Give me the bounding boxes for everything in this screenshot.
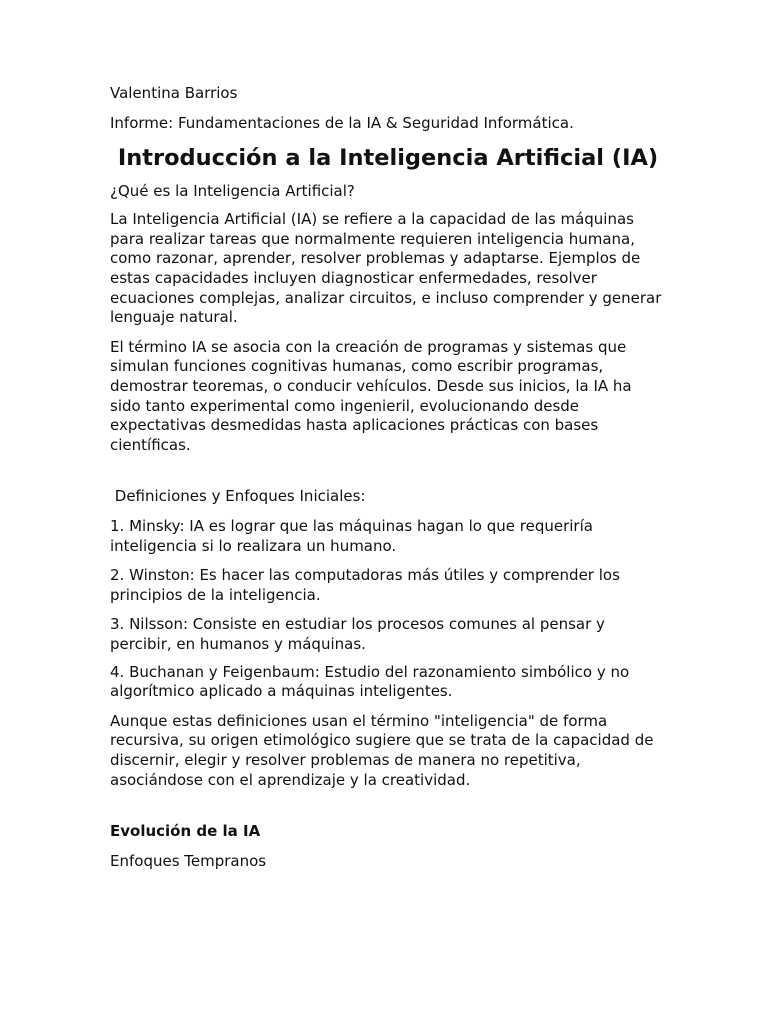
definition-item-winston: 2. Winston: Es hacer las computadoras más útiles y comprender los principios de la inteligencia. xyxy=(110,566,620,604)
paragraph-definition: La Inteligencia Artificial (IA) se refiere a la capacidad de las máquinas para realizar tareas que normalmente requieren inteligencia humana, como razonar, aprender, resolver problemas y adaptarse. Ejemplos de estas capacidades incluyen diagnosticar enfermedades, resolver ecuaciones complejas, analizar circuitos, e incluso comprender y generar lenguaje natural. xyxy=(110,210,662,327)
definition-item-buchanan: 4. Buchanan y Feigenbaum: Estudio del razonamiento simbólico y no algorítmico aplicado a máquinas inteligentes. xyxy=(110,662,630,701)
definition-item-nilsson: 3. Nilsson: Consiste en estudiar los procesos comunes al pensar y percibir, en humanos y máquinas. xyxy=(110,615,605,653)
document-title: Introducción a la Inteligencia Artificial (IA) xyxy=(117,145,659,172)
report-line: Informe: Fundamentaciones de la IA & Seguridad Informática. xyxy=(110,113,574,132)
evolution-subheading: Enfoques Tempranos xyxy=(110,851,267,870)
section-question: ¿Qué es la Inteligencia Artificial? xyxy=(110,181,355,200)
document-page xyxy=(110,84,666,871)
author-name: Valentina Barrios xyxy=(110,84,238,102)
definitions-heading: Definiciones y Enfoques Iniciales: xyxy=(110,487,366,506)
definition-item-minsky: 1. Minsky: IA es lograr que las máquinas hagan lo que requeriría inteligencia si lo realizara un humano. xyxy=(110,517,593,555)
definitions-closing-paragraph: Aunque estas definiciones usan el término "inteligencia" de forma recursiva, su origen etimológico sugiere que se trata de la capacidad de discernir, elegir y resolver problemas de manera no repetitiva, asociándose con el aprendizaje y la creatividad. xyxy=(110,711,654,789)
paragraph-term: El término IA se asocia con la creación de programas y sistemas que simulan funciones cognitivas humanas, como escribir programas, demostrar teoremas, o conducir vehículos. Desde sus inicios, la IA ha sido tanto experimental como ingenieril, evolucionando desde expectativas desmedidas hasta aplicaciones prácticas con bases científicas. xyxy=(110,337,632,454)
evolution-heading: Evolución de la IA xyxy=(110,822,261,841)
